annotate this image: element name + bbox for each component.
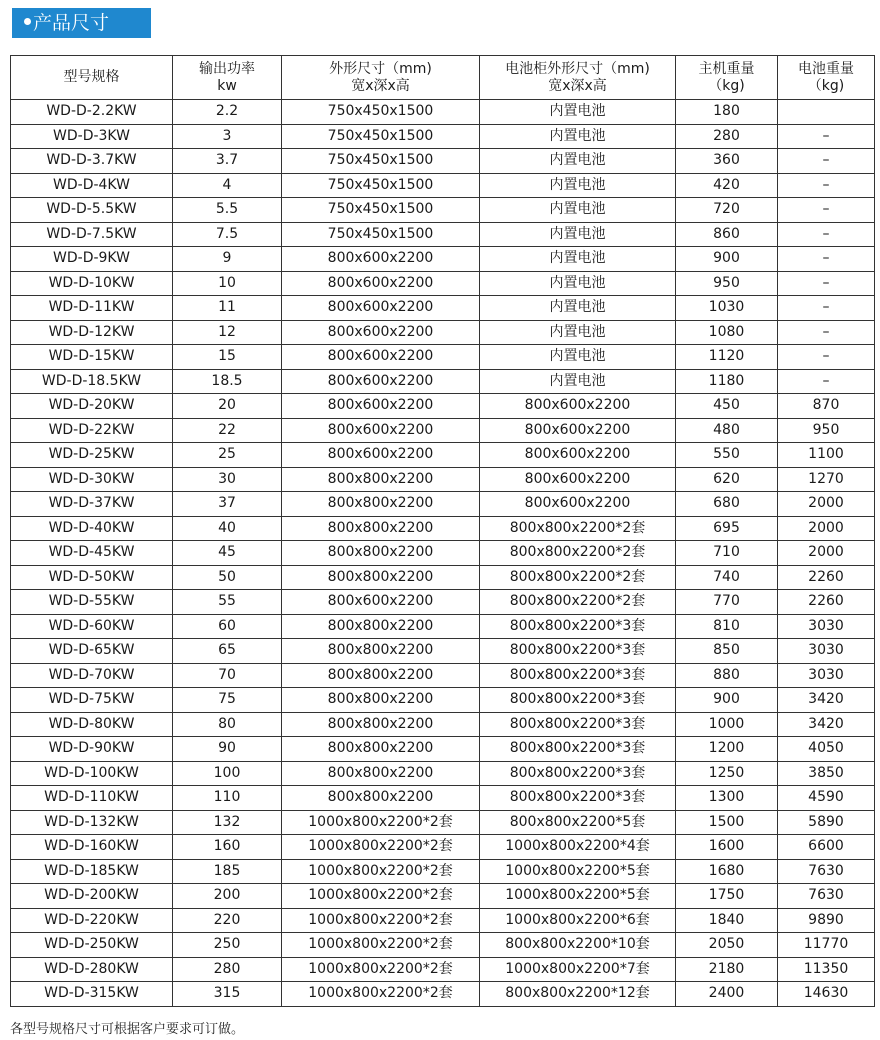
cell-power: 9	[173, 247, 282, 272]
cell-dimensions: 800x800x2200	[282, 541, 480, 566]
cell-battery-cabinet: 内置电池	[480, 124, 676, 149]
cell-battery-cabinet: 内置电池	[480, 369, 676, 394]
cell-battery-cabinet: 800x800x2200*2套	[480, 590, 676, 615]
table-row	[11, 418, 875, 443]
cell-host-weight: 950	[676, 271, 778, 296]
table-row	[11, 443, 875, 468]
cell-battery-weight: 3030	[778, 663, 875, 688]
cell-dimensions: 800x800x2200	[282, 565, 480, 590]
cell-host-weight: 280	[676, 124, 778, 149]
cell-battery-weight: 9890	[778, 908, 875, 933]
cell-battery-weight: –	[778, 247, 875, 272]
cell-battery-weight: 7630	[778, 859, 875, 884]
cell-power: 10	[173, 271, 282, 296]
cell-host-weight: 770	[676, 590, 778, 615]
section-header	[12, 8, 151, 38]
table-row	[11, 933, 875, 958]
cell-model: WD-D-280KW	[11, 957, 173, 982]
cell-dimensions: 800x800x2200	[282, 786, 480, 811]
cell-dimensions: 800x800x2200	[282, 639, 480, 664]
table-row	[11, 712, 875, 737]
cell-dimensions: 800x800x2200	[282, 688, 480, 713]
cell-power: 80	[173, 712, 282, 737]
cell-host-weight: 360	[676, 149, 778, 174]
cell-dimensions: 800x800x2200	[282, 737, 480, 762]
cell-model: WD-D-160KW	[11, 835, 173, 860]
cell-power: 250	[173, 933, 282, 958]
cell-battery-cabinet: 1000x800x2200*5套	[480, 884, 676, 909]
cell-battery-cabinet: 800x800x2200*2套	[480, 565, 676, 590]
table-row	[11, 173, 875, 198]
cell-battery-cabinet: 内置电池	[480, 271, 676, 296]
cell-host-weight: 740	[676, 565, 778, 590]
cell-battery-weight: 2000	[778, 516, 875, 541]
cell-host-weight: 1300	[676, 786, 778, 811]
cell-battery-weight: –	[778, 296, 875, 321]
cell-battery-cabinet: 内置电池	[480, 320, 676, 345]
cell-battery-cabinet: 1000x800x2200*6套	[480, 908, 676, 933]
cell-power: 12	[173, 320, 282, 345]
cell-host-weight: 180	[676, 100, 778, 125]
cell-model: WD-D-3.7KW	[11, 149, 173, 174]
product-spec-table	[10, 55, 875, 1007]
cell-dimensions: 800x800x2200	[282, 614, 480, 639]
cell-model: WD-D-7.5KW	[11, 222, 173, 247]
table-row	[11, 590, 875, 615]
cell-battery-cabinet: 800x800x2200*2套	[480, 541, 676, 566]
table-row	[11, 394, 875, 419]
table-row	[11, 296, 875, 321]
cell-power: 18.5	[173, 369, 282, 394]
cell-host-weight: 1250	[676, 761, 778, 786]
cell-battery-cabinet: 800x600x2200	[480, 394, 676, 419]
cell-battery-weight: 2000	[778, 492, 875, 517]
cell-model: WD-D-55KW	[11, 590, 173, 615]
cell-dimensions: 800x800x2200	[282, 663, 480, 688]
cell-battery-cabinet: 800x800x2200*3套	[480, 786, 676, 811]
cell-power: 20	[173, 394, 282, 419]
cell-model: WD-D-37KW	[11, 492, 173, 517]
cell-model: WD-D-75KW	[11, 688, 173, 713]
cell-power: 65	[173, 639, 282, 664]
cell-dimensions: 800x800x2200	[282, 516, 480, 541]
cell-battery-cabinet: 内置电池	[480, 345, 676, 370]
column-header-dimensions: 外形尺寸（mm) 宽x深x高	[282, 56, 480, 100]
cell-battery-cabinet: 800x800x2200*3套	[480, 614, 676, 639]
cell-power: 315	[173, 982, 282, 1007]
cell-dimensions: 750x450x1500	[282, 198, 480, 223]
cell-model: WD-D-100KW	[11, 761, 173, 786]
cell-model: WD-D-60KW	[11, 614, 173, 639]
cell-battery-cabinet: 内置电池	[480, 149, 676, 174]
cell-host-weight: 680	[676, 492, 778, 517]
cell-battery-cabinet: 800x600x2200	[480, 443, 676, 468]
table-row	[11, 957, 875, 982]
cell-model: WD-D-10KW	[11, 271, 173, 296]
cell-battery-cabinet: 800x600x2200	[480, 492, 676, 517]
cell-power: 132	[173, 810, 282, 835]
footnote: 各型号规格尺寸可根据客户要求可订做。	[10, 1022, 245, 1037]
cell-battery-weight: –	[778, 320, 875, 345]
cell-dimensions: 800x600x2200	[282, 369, 480, 394]
cell-model: WD-D-12KW	[11, 320, 173, 345]
cell-battery-cabinet: 内置电池	[480, 198, 676, 223]
cell-model: WD-D-20KW	[11, 394, 173, 419]
cell-battery-cabinet: 800x800x2200*10套	[480, 933, 676, 958]
cell-battery-weight: 11350	[778, 957, 875, 982]
table-row	[11, 982, 875, 1007]
cell-model: WD-D-3KW	[11, 124, 173, 149]
cell-dimensions: 750x450x1500	[282, 222, 480, 247]
cell-host-weight: 710	[676, 541, 778, 566]
cell-dimensions: 1000x800x2200*2套	[282, 810, 480, 835]
cell-host-weight: 1750	[676, 884, 778, 909]
cell-battery-weight: –	[778, 345, 875, 370]
cell-model: WD-D-90KW	[11, 737, 173, 762]
cell-host-weight: 810	[676, 614, 778, 639]
cell-battery-cabinet: 800x800x2200*3套	[480, 663, 676, 688]
cell-power: 3.7	[173, 149, 282, 174]
cell-power: 22	[173, 418, 282, 443]
cell-power: 60	[173, 614, 282, 639]
cell-battery-weight: –	[778, 198, 875, 223]
cell-model: WD-D-50KW	[11, 565, 173, 590]
cell-model: WD-D-200KW	[11, 884, 173, 909]
cell-battery-weight: 3030	[778, 639, 875, 664]
cell-host-weight: 2050	[676, 933, 778, 958]
cell-host-weight: 1840	[676, 908, 778, 933]
cell-host-weight: 1600	[676, 835, 778, 860]
cell-dimensions: 800x600x2200	[282, 320, 480, 345]
cell-model: WD-D-80KW	[11, 712, 173, 737]
cell-battery-cabinet: 1000x800x2200*7套	[480, 957, 676, 982]
cell-battery-cabinet: 800x800x2200*3套	[480, 639, 676, 664]
cell-battery-weight: 2000	[778, 541, 875, 566]
table-row	[11, 369, 875, 394]
cell-host-weight: 1180	[676, 369, 778, 394]
table-row	[11, 663, 875, 688]
column-header-power: 输出功率 kw	[173, 56, 282, 100]
cell-dimensions: 800x600x2200	[282, 418, 480, 443]
cell-power: 37	[173, 492, 282, 517]
table-row	[11, 688, 875, 713]
cell-dimensions: 800x600x2200	[282, 345, 480, 370]
cell-host-weight: 900	[676, 247, 778, 272]
table-row	[11, 467, 875, 492]
cell-battery-weight: 2260	[778, 565, 875, 590]
table-row	[11, 614, 875, 639]
cell-battery-weight: 3420	[778, 688, 875, 713]
cell-battery-cabinet: 内置电池	[480, 100, 676, 125]
cell-battery-weight: 1270	[778, 467, 875, 492]
cell-battery-weight: –	[778, 124, 875, 149]
column-header-battery-cabinet: 电池柜外形尺寸（mm) 宽x深x高	[480, 56, 676, 100]
cell-battery-weight: 4590	[778, 786, 875, 811]
cell-host-weight: 2180	[676, 957, 778, 982]
cell-power: 160	[173, 835, 282, 860]
table-row	[11, 345, 875, 370]
cell-battery-weight: 14630	[778, 982, 875, 1007]
table-row	[11, 492, 875, 517]
table-row	[11, 565, 875, 590]
cell-model: WD-D-110KW	[11, 786, 173, 811]
cell-model: WD-D-30KW	[11, 467, 173, 492]
cell-dimensions: 1000x800x2200*2套	[282, 957, 480, 982]
cell-model: WD-D-70KW	[11, 663, 173, 688]
column-header-host-weight: 主机重量 （kg)	[676, 56, 778, 100]
cell-power: 185	[173, 859, 282, 884]
bullet-dot-icon	[24, 18, 31, 25]
cell-battery-cabinet: 800x800x2200*3套	[480, 761, 676, 786]
cell-model: WD-D-18.5KW	[11, 369, 173, 394]
cell-power: 75	[173, 688, 282, 713]
section-title: 产品尺寸	[33, 12, 110, 34]
cell-model: WD-D-45KW	[11, 541, 173, 566]
cell-power: 30	[173, 467, 282, 492]
cell-dimensions: 800x800x2200	[282, 467, 480, 492]
cell-dimensions: 750x450x1500	[282, 149, 480, 174]
cell-battery-cabinet: 1000x800x2200*4套	[480, 835, 676, 860]
table-row	[11, 271, 875, 296]
table-body	[11, 100, 875, 1007]
cell-battery-weight: 3030	[778, 614, 875, 639]
cell-power: 220	[173, 908, 282, 933]
cell-model: WD-D-22KW	[11, 418, 173, 443]
cell-battery-cabinet: 800x800x2200*5套	[480, 810, 676, 835]
cell-dimensions: 800x600x2200	[282, 443, 480, 468]
cell-host-weight: 860	[676, 222, 778, 247]
table-row	[11, 320, 875, 345]
cell-host-weight: 620	[676, 467, 778, 492]
cell-power: 45	[173, 541, 282, 566]
cell-power: 70	[173, 663, 282, 688]
cell-model: WD-D-220KW	[11, 908, 173, 933]
cell-host-weight: 420	[676, 173, 778, 198]
cell-battery-cabinet: 800x600x2200	[480, 418, 676, 443]
cell-host-weight: 1030	[676, 296, 778, 321]
cell-battery-cabinet: 800x800x2200*2套	[480, 516, 676, 541]
cell-model: WD-D-11KW	[11, 296, 173, 321]
cell-power: 25	[173, 443, 282, 468]
table-row	[11, 124, 875, 149]
cell-model: WD-D-132KW	[11, 810, 173, 835]
cell-host-weight: 695	[676, 516, 778, 541]
column-header-battery-weight: 电池重量 （kg)	[778, 56, 875, 100]
cell-dimensions: 800x600x2200	[282, 590, 480, 615]
cell-battery-weight: 6600	[778, 835, 875, 860]
cell-dimensions: 800x800x2200	[282, 712, 480, 737]
table-row	[11, 198, 875, 223]
cell-battery-cabinet: 1000x800x2200*5套	[480, 859, 676, 884]
cell-host-weight: 1120	[676, 345, 778, 370]
cell-dimensions: 1000x800x2200*2套	[282, 982, 480, 1007]
cell-battery-weight: 3850	[778, 761, 875, 786]
cell-dimensions: 1000x800x2200*2套	[282, 835, 480, 860]
cell-host-weight: 880	[676, 663, 778, 688]
cell-battery-cabinet: 800x600x2200	[480, 467, 676, 492]
cell-model: WD-D-9KW	[11, 247, 173, 272]
cell-dimensions: 800x800x2200	[282, 761, 480, 786]
table-row	[11, 786, 875, 811]
cell-power: 200	[173, 884, 282, 909]
table-row	[11, 222, 875, 247]
cell-battery-weight: 3420	[778, 712, 875, 737]
cell-model: WD-D-65KW	[11, 639, 173, 664]
cell-dimensions: 750x450x1500	[282, 124, 480, 149]
cell-dimensions: 1000x800x2200*2套	[282, 884, 480, 909]
table-row	[11, 100, 875, 125]
cell-power: 40	[173, 516, 282, 541]
cell-model: WD-D-15KW	[11, 345, 173, 370]
cell-host-weight: 550	[676, 443, 778, 468]
table-row	[11, 516, 875, 541]
cell-host-weight: 1680	[676, 859, 778, 884]
table-row	[11, 761, 875, 786]
cell-dimensions: 800x600x2200	[282, 271, 480, 296]
cell-power: 11	[173, 296, 282, 321]
cell-battery-cabinet: 内置电池	[480, 247, 676, 272]
cell-battery-weight: 950	[778, 418, 875, 443]
cell-power: 55	[173, 590, 282, 615]
cell-host-weight: 720	[676, 198, 778, 223]
table-row	[11, 810, 875, 835]
cell-power: 90	[173, 737, 282, 762]
cell-dimensions: 1000x800x2200*2套	[282, 859, 480, 884]
cell-power: 3	[173, 124, 282, 149]
cell-model: WD-D-25KW	[11, 443, 173, 468]
table-row	[11, 639, 875, 664]
cell-battery-weight: 870	[778, 394, 875, 419]
table-row	[11, 737, 875, 762]
cell-battery-weight: –	[778, 271, 875, 296]
cell-dimensions: 800x600x2200	[282, 394, 480, 419]
cell-power: 50	[173, 565, 282, 590]
cell-battery-cabinet: 800x800x2200*3套	[480, 688, 676, 713]
table-row	[11, 149, 875, 174]
cell-battery-cabinet: 内置电池	[480, 173, 676, 198]
column-header-model: 型号规格	[11, 56, 173, 100]
cell-power: 100	[173, 761, 282, 786]
cell-battery-weight: –	[778, 222, 875, 247]
cell-power: 7.5	[173, 222, 282, 247]
cell-power: 280	[173, 957, 282, 982]
cell-power: 2.2	[173, 100, 282, 125]
cell-dimensions: 800x600x2200	[282, 247, 480, 272]
cell-model: WD-D-2.2KW	[11, 100, 173, 125]
table-row	[11, 884, 875, 909]
cell-dimensions: 1000x800x2200*2套	[282, 933, 480, 958]
cell-dimensions: 800x600x2200	[282, 296, 480, 321]
cell-model: WD-D-5.5KW	[11, 198, 173, 223]
cell-host-weight: 480	[676, 418, 778, 443]
cell-battery-weight: 4050	[778, 737, 875, 762]
cell-host-weight: 850	[676, 639, 778, 664]
table-row	[11, 835, 875, 860]
cell-power: 4	[173, 173, 282, 198]
cell-power: 110	[173, 786, 282, 811]
table-row	[11, 908, 875, 933]
cell-battery-weight: 1100	[778, 443, 875, 468]
cell-model: WD-D-250KW	[11, 933, 173, 958]
cell-host-weight: 900	[676, 688, 778, 713]
cell-host-weight: 2400	[676, 982, 778, 1007]
cell-battery-weight: 5890	[778, 810, 875, 835]
table-row	[11, 859, 875, 884]
cell-battery-cabinet: 内置电池	[480, 296, 676, 321]
cell-battery-weight	[778, 100, 875, 125]
table-header-row	[11, 56, 875, 100]
cell-power: 5.5	[173, 198, 282, 223]
cell-model: WD-D-4KW	[11, 173, 173, 198]
cell-battery-cabinet: 800x800x2200*3套	[480, 712, 676, 737]
cell-battery-weight: 11770	[778, 933, 875, 958]
table-row	[11, 247, 875, 272]
cell-battery-weight: –	[778, 173, 875, 198]
cell-battery-weight: 7630	[778, 884, 875, 909]
cell-battery-cabinet: 800x800x2200*3套	[480, 737, 676, 762]
cell-dimensions: 750x450x1500	[282, 173, 480, 198]
cell-host-weight: 450	[676, 394, 778, 419]
cell-battery-cabinet: 800x800x2200*12套	[480, 982, 676, 1007]
cell-battery-weight: 2260	[778, 590, 875, 615]
cell-model: WD-D-40KW	[11, 516, 173, 541]
cell-host-weight: 1500	[676, 810, 778, 835]
cell-dimensions: 1000x800x2200*2套	[282, 908, 480, 933]
cell-dimensions: 800x800x2200	[282, 492, 480, 517]
cell-model: WD-D-185KW	[11, 859, 173, 884]
cell-host-weight: 1000	[676, 712, 778, 737]
cell-host-weight: 1080	[676, 320, 778, 345]
cell-battery-weight: –	[778, 149, 875, 174]
cell-host-weight: 1200	[676, 737, 778, 762]
cell-dimensions: 750x450x1500	[282, 100, 480, 125]
cell-battery-weight: –	[778, 369, 875, 394]
cell-model: WD-D-315KW	[11, 982, 173, 1007]
cell-battery-cabinet: 内置电池	[480, 222, 676, 247]
table-row	[11, 541, 875, 566]
cell-power: 15	[173, 345, 282, 370]
